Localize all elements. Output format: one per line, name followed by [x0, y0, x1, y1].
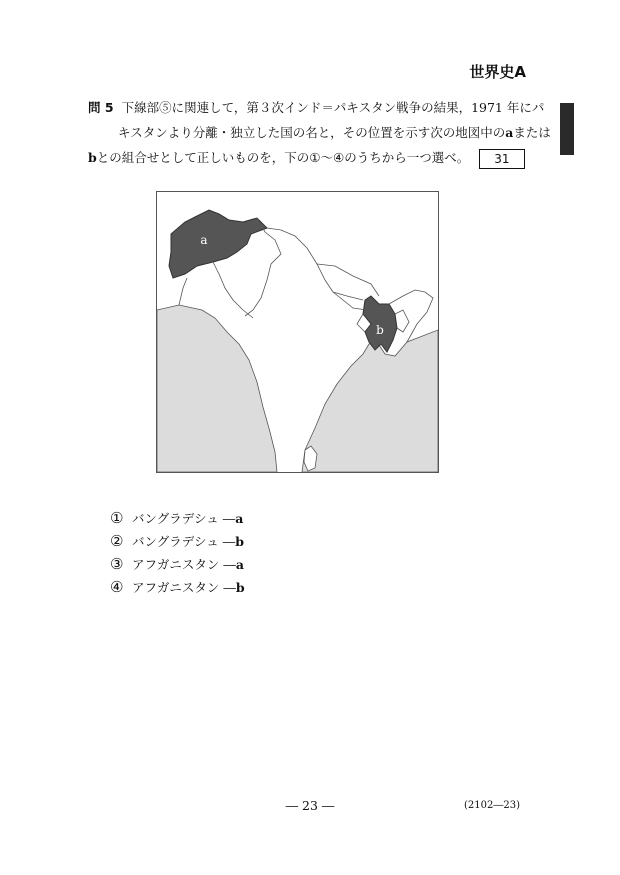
question-text-3-end: のうちから一つ選べ。 — [344, 150, 470, 165]
subject-title: 世界史A — [469, 63, 526, 81]
south-asia-map — [156, 191, 439, 473]
question-block — [88, 95, 551, 170]
question-text-2: キスタンより分離・独立した国の名と，その位置を示す次の地図中の — [118, 125, 506, 140]
map-svg — [157, 192, 438, 472]
question-text-1: 下線部⑤に関連して，第３次インド＝パキスタン戦争の結果，1971 年にパ — [121, 100, 545, 115]
choice-1-letter: a — [235, 511, 244, 526]
choice-2-letter: b — [235, 534, 244, 549]
choice-1-numeral: ① — [110, 509, 124, 527]
question-number: 問 5 — [88, 100, 114, 115]
map-label-b: b — [376, 323, 384, 337]
range-end-numeral: ④ — [333, 150, 345, 165]
choice-4-numeral: ④ — [110, 578, 124, 596]
choice-3-country: アフガニスタン ― — [132, 557, 236, 572]
question-text-3: との組合せとして正しいものを，下の — [96, 150, 310, 165]
range-start-numeral: ① — [309, 150, 321, 165]
choice-2-country: バングラデシュ ― — [132, 534, 236, 549]
question-label-b: b — [88, 150, 97, 165]
choice-2-numeral: ② — [110, 532, 124, 550]
question-text-2b: または — [513, 125, 551, 140]
choice-3-letter: a — [235, 557, 244, 572]
choice-3-numeral: ③ — [110, 555, 124, 573]
section-tab-marker — [560, 103, 574, 155]
exam-code: (2102―23) — [464, 800, 520, 811]
answer-choices — [110, 507, 245, 599]
choice-3[interactable] — [110, 553, 245, 576]
range-separator: ～ — [320, 150, 333, 165]
map-label-a: a — [200, 233, 208, 247]
question-line-2 — [88, 120, 551, 145]
answer-number-box: 31 — [479, 149, 524, 169]
choice-2[interactable] — [110, 530, 245, 553]
choice-4-letter: b — [235, 580, 245, 595]
choice-1[interactable] — [110, 507, 245, 530]
choice-4[interactable] — [110, 576, 245, 599]
choice-4-country: アフガニスタン ― — [132, 580, 236, 595]
question-line-3 — [88, 145, 538, 170]
choice-1-country: バングラデシュ ― — [132, 511, 236, 526]
page-number: ― 23 ― — [285, 798, 335, 813]
question-line-1 — [88, 95, 545, 120]
question-label-a: a — [505, 125, 514, 140]
